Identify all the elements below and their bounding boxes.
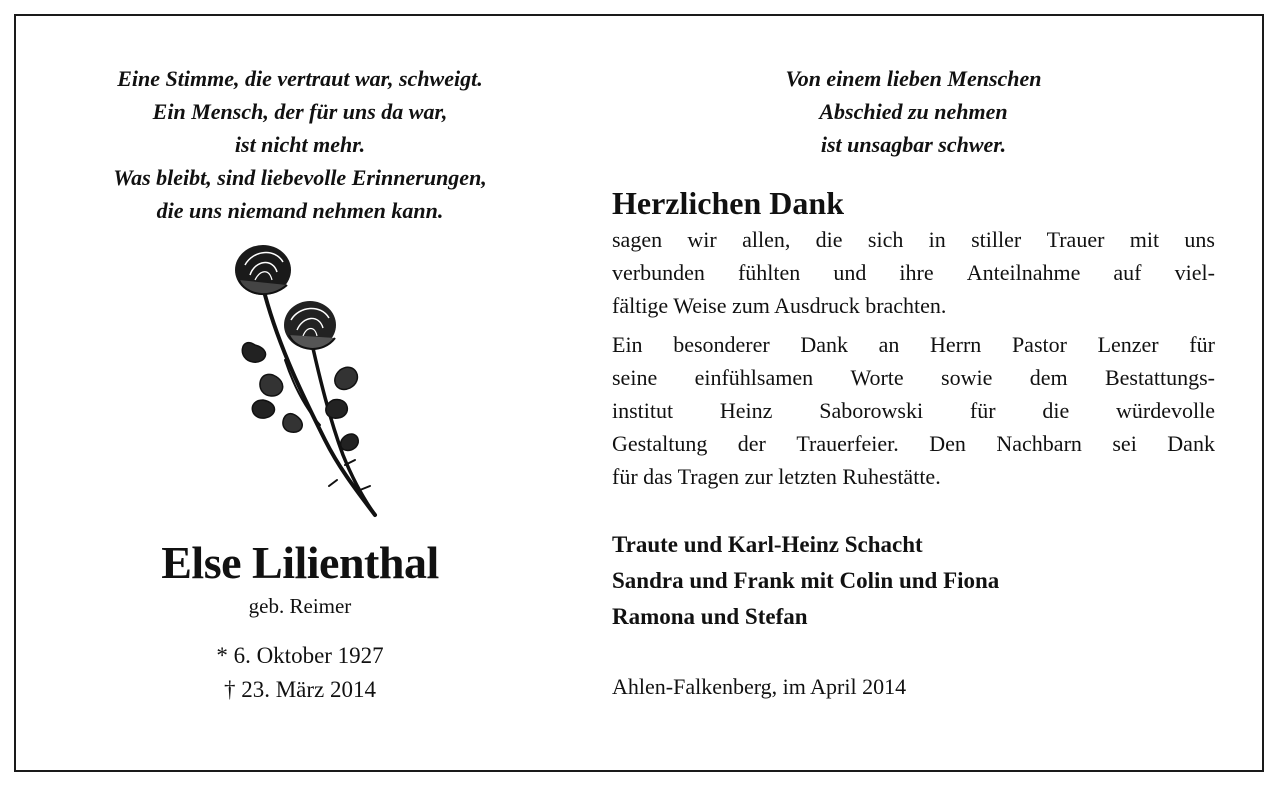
word: würdevolle [1116,398,1215,423]
word: stiller [971,227,1022,252]
word: Worte [850,365,904,390]
word: Nachbarn [996,431,1082,456]
word: Dank [1167,431,1215,456]
thanks-paragraph-1 [612,223,1215,322]
place-date: Ahlen-Falkenberg, im April 2014 [612,674,907,699]
word: Trauerfeier. [796,431,899,456]
quote-line: Abschied zu nehmen [819,99,1008,124]
signer: Sandra und Frank mit Colin und Fiona [612,568,1000,593]
left-column [40,62,560,227]
word: Den [929,431,966,456]
right-column [612,62,1215,703]
word: institut [612,398,674,423]
signer: Traute und Karl-Heinz Schacht [612,532,923,557]
paragraph-line: für das Tragen zur letzten Ruhestätte. [612,464,941,489]
word: in [928,227,946,252]
deceased-name: Else Lilienthal [161,537,439,588]
life-dates [40,639,560,707]
word: sei [1112,431,1137,456]
paragraph-line [612,394,1215,427]
paragraph-line [612,328,1215,361]
word: auf [1113,260,1142,285]
word: besonderer [673,332,770,357]
word: dem [1029,365,1068,390]
word: der [737,431,766,456]
deceased-block [40,535,560,707]
thanks-heading: Herzlichen Dank [612,185,844,221]
word: Herrn [930,332,982,357]
word: mit [1129,227,1160,252]
word: für [969,398,996,423]
poem-line: Ein Mensch, der für uns da war, [152,99,448,124]
word: uns [1184,227,1215,252]
word: sowie [941,365,993,390]
word: einfühlsamen [694,365,814,390]
paragraph-line [612,223,1215,256]
word: Heinz [719,398,773,423]
word: Pastor [1011,332,1067,357]
signer: Ramona und Stefan [612,604,808,629]
word: sich [867,227,904,252]
poem-line: die uns niemand nehmen kann. [156,198,444,223]
poem-line: Was bleibt, sind liebevolle Erinnerungen, [113,165,487,190]
word: fühlten [737,260,801,285]
paragraph-line [612,256,1215,289]
birth-name: geb. Reimer [248,594,352,618]
word: viel- [1174,260,1215,285]
farewell-quote [612,62,1215,161]
death-date: † 23. März 2014 [223,677,377,702]
word: Lenzer [1097,332,1159,357]
poem-line: Eine Stimme, die vertraut war, schweigt. [117,66,483,91]
word: ihre [899,260,934,285]
word: die [815,227,843,252]
word: Trauer [1046,227,1105,252]
rose-icon [225,240,395,525]
word: an [878,332,900,357]
word: Dank [800,332,848,357]
word: Bestattungs- [1104,365,1215,390]
quote-line: Von einem lieben Menschen [785,66,1042,91]
paragraph-line [612,361,1215,394]
word: für [1189,332,1215,357]
paragraph-line: fältige Weise zum Ausdruck brachten. [612,293,947,318]
word: Saborowski [819,398,924,423]
word: Gestaltung [612,431,708,456]
memorial-poem [40,62,560,227]
word: und [833,260,867,285]
word: allen, [742,227,791,252]
word: seine [612,365,658,390]
word: wir [687,227,717,252]
word: verbunden [612,260,705,285]
word: Ein [612,332,643,357]
word: sagen [612,227,663,252]
quote-line: ist unsagbar schwer. [820,132,1007,157]
signers-list [612,527,1215,635]
word: Anteilnahme [966,260,1081,285]
poem-line: ist nicht mehr. [234,132,366,157]
birth-date: * 6. Oktober 1927 [216,643,384,668]
thanks-paragraph-2 [612,328,1215,493]
word: die [1042,398,1070,423]
paragraph-line [612,427,1215,460]
